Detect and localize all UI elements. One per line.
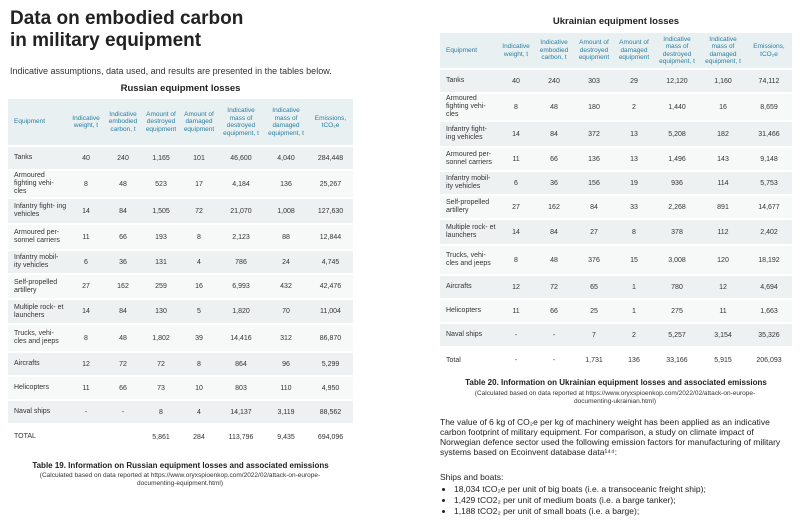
- table-row: [440, 219, 792, 245]
- table-cell: -: [498, 347, 534, 373]
- table-cell: Aircrafts: [440, 275, 498, 299]
- table-cell: 182: [700, 121, 746, 147]
- table-cell: 303: [574, 69, 614, 93]
- table-cell: 2,123: [218, 224, 264, 250]
- table-cell: 8: [498, 245, 534, 275]
- table-cell: Armoured fighting vehi- cles: [440, 93, 498, 121]
- table-cell: 18,192: [746, 245, 792, 275]
- table-cell: 25: [574, 299, 614, 323]
- column-header: Amount of damaged equipment: [614, 33, 654, 69]
- table-cell: 180: [574, 93, 614, 121]
- table-cell: 12,120: [654, 69, 700, 93]
- table-cell: 16: [180, 274, 218, 299]
- table-cell: 136: [574, 147, 614, 171]
- table-cell: 65: [574, 275, 614, 299]
- table-row: [440, 171, 792, 195]
- table-cell: 24: [264, 250, 308, 274]
- table-cell: 13: [614, 121, 654, 147]
- table-cell: 19: [614, 171, 654, 195]
- table-cell: 120: [700, 245, 746, 275]
- table-cell: 84: [574, 195, 614, 219]
- table-cell: 8: [180, 224, 218, 250]
- table-cell: 156: [574, 171, 614, 195]
- column-header: Emissions, tCO₂e: [746, 33, 792, 69]
- table-cell: 8: [180, 352, 218, 376]
- table-cell: 11,004: [308, 299, 353, 324]
- table-cell: 9,148: [746, 147, 792, 171]
- table-cell: [104, 424, 142, 449]
- column-header: Indicative embodied carbon, t: [534, 33, 574, 69]
- table-cell: 29: [614, 69, 654, 93]
- table-cell: 803: [218, 376, 264, 400]
- table-cell: 1: [614, 299, 654, 323]
- table-cell: Naval ships: [8, 400, 68, 424]
- table-cell: 12,844: [308, 224, 353, 250]
- table-cell: 240: [104, 146, 142, 170]
- table-row: [8, 250, 353, 274]
- table-row: [440, 147, 792, 171]
- column-header: Indicative weight, t: [68, 99, 104, 146]
- table-cell: 48: [534, 245, 574, 275]
- table-cell: Tanks: [8, 146, 68, 170]
- table-cell: 312: [264, 324, 308, 352]
- table-cell: Armoured fighting vehi- cles: [8, 170, 68, 198]
- table-cell: 27: [68, 274, 104, 299]
- table-row: [440, 323, 792, 347]
- table-row: [8, 424, 353, 449]
- table-cell: [68, 424, 104, 449]
- table-cell: TOTAL: [8, 424, 68, 449]
- table-cell: 891: [700, 195, 746, 219]
- table-cell: 13: [614, 147, 654, 171]
- table-cell: 11: [68, 376, 104, 400]
- table-cell: 4,184: [218, 170, 264, 198]
- table-row: [440, 347, 792, 373]
- table-cell: 4: [180, 250, 218, 274]
- column-header: Indicative mass of damaged equipment, t: [264, 99, 308, 146]
- table-row: [8, 170, 353, 198]
- table-cell: 259: [142, 274, 180, 299]
- table-cell: 84: [104, 198, 142, 224]
- table-cell: 1,008: [264, 198, 308, 224]
- table-cell: 2,268: [654, 195, 700, 219]
- table-cell: 1,802: [142, 324, 180, 352]
- table-cell: 136: [264, 170, 308, 198]
- intro-text: Indicative assumptions, data used, and results are presented in the tables below.: [10, 66, 332, 76]
- table-cell: 114: [700, 171, 746, 195]
- table-cell: Trucks, vehi- cles and jeeps: [440, 245, 498, 275]
- table-cell: 376: [574, 245, 614, 275]
- table-cell: Self-propelled artillery: [440, 195, 498, 219]
- table-cell: Infantry mobil- ity vehicles: [440, 171, 498, 195]
- table-cell: Multiple rock- et launchers: [8, 299, 68, 324]
- table-cell: 284: [180, 424, 218, 449]
- table-cell: 5,861: [142, 424, 180, 449]
- column-header: Emissions, tCO₂e: [308, 99, 353, 146]
- table-cell: -: [498, 323, 534, 347]
- table-cell: 12: [68, 352, 104, 376]
- russian-losses-table: [8, 99, 353, 449]
- table-cell: Infantry mobil- ity vehicles: [8, 250, 68, 274]
- table-row: [440, 93, 792, 121]
- table-cell: 31,466: [746, 121, 792, 147]
- table-cell: 88,562: [308, 400, 353, 424]
- table-cell: 5,915: [700, 347, 746, 373]
- table-cell: Infantry fight- ing vehicles: [8, 198, 68, 224]
- table-row: [8, 198, 353, 224]
- table-cell: 8,659: [746, 93, 792, 121]
- table-cell: Infantry fight- ing vehicles: [440, 121, 498, 147]
- table-cell: 1,820: [218, 299, 264, 324]
- table-cell: 275: [654, 299, 700, 323]
- table-cell: 193: [142, 224, 180, 250]
- table-cell: 1,440: [654, 93, 700, 121]
- table-cell: 162: [534, 195, 574, 219]
- table-row: [440, 121, 792, 147]
- table-cell: 74,112: [746, 69, 792, 93]
- table-cell: 4,694: [746, 275, 792, 299]
- table-cell: 1,663: [746, 299, 792, 323]
- table-cell: 40: [68, 146, 104, 170]
- table-cell: 136: [614, 347, 654, 373]
- table-cell: 694,096: [308, 424, 353, 449]
- table-cell: 33,166: [654, 347, 700, 373]
- russian-table-source: (Calculated based on data reported at https://www.oryxspioenkop.com/2022/02/attack-on-europe- documenting-equipment.html): [39, 472, 321, 487]
- ukrainian-table-source: (Calculated based on data reported at https://www.oryxspioenkop.com/2022/02/attack-on-europe- documenting-ukrainian.html): [474, 390, 756, 405]
- table-cell: 14: [68, 299, 104, 324]
- table-cell: 2: [614, 323, 654, 347]
- table-cell: 36: [104, 250, 142, 274]
- table-cell: 4,950: [308, 376, 353, 400]
- table-cell: 14,137: [218, 400, 264, 424]
- table-cell: Armoured per- sonnel carriers: [440, 147, 498, 171]
- table-cell: 14: [498, 219, 534, 245]
- table-cell: 88: [264, 224, 308, 250]
- table-cell: 127,630: [308, 198, 353, 224]
- table-cell: Naval ships: [440, 323, 498, 347]
- table-cell: 6,993: [218, 274, 264, 299]
- table-cell: 14,416: [218, 324, 264, 352]
- document-title: [10, 8, 243, 52]
- table-cell: 2: [614, 93, 654, 121]
- table-cell: 11: [68, 224, 104, 250]
- table-cell: 5,208: [654, 121, 700, 147]
- table-cell: 14: [68, 198, 104, 224]
- table-cell: 11: [498, 147, 534, 171]
- column-header: Indicative mass of damaged equipment, t: [700, 33, 746, 69]
- table-cell: 70: [264, 299, 308, 324]
- table-cell: 36: [534, 171, 574, 195]
- table-row: [8, 400, 353, 424]
- table-row: [8, 274, 353, 299]
- ships-list: [440, 484, 706, 517]
- table-cell: 378: [654, 219, 700, 245]
- table-cell: 66: [534, 147, 574, 171]
- table-row: [8, 299, 353, 324]
- table-cell: 780: [654, 275, 700, 299]
- russian-table-title: Russian equipment losses: [120, 83, 241, 94]
- table-cell: 4,040: [264, 146, 308, 170]
- table-cell: Trucks, vehi- cles and jeeps: [8, 324, 68, 352]
- table-cell: 12: [498, 275, 534, 299]
- table-cell: 131: [142, 250, 180, 274]
- table-cell: 84: [534, 121, 574, 147]
- table-cell: Self-propelled artillery: [8, 274, 68, 299]
- table-cell: Aircrafts: [8, 352, 68, 376]
- column-header: Amount of destroyed equipment: [574, 33, 614, 69]
- ukrainian-losses-table: [440, 33, 792, 373]
- column-header: Indicative embodied carbon, t: [104, 99, 142, 146]
- table-cell: 162: [104, 274, 142, 299]
- table-cell: 786: [218, 250, 264, 274]
- table-cell: 5,299: [308, 352, 353, 376]
- table-cell: 11: [498, 299, 534, 323]
- table-cell: 66: [104, 376, 142, 400]
- table-cell: 284,448: [308, 146, 353, 170]
- table-cell: 12: [700, 275, 746, 299]
- table-cell: 66: [104, 224, 142, 250]
- table-cell: 240: [534, 69, 574, 93]
- table-cell: 5: [180, 299, 218, 324]
- column-header: Indicative mass of destroyed equipment, t: [654, 33, 700, 69]
- table-cell: 48: [104, 170, 142, 198]
- table-cell: 4,745: [308, 250, 353, 274]
- table-cell: 7: [574, 323, 614, 347]
- table-cell: 113,796: [218, 424, 264, 449]
- table-cell: 84: [534, 219, 574, 245]
- table-cell: 5,257: [654, 323, 700, 347]
- table-cell: Helicopters: [440, 299, 498, 323]
- table-cell: 66: [534, 299, 574, 323]
- table-cell: 1,160: [700, 69, 746, 93]
- table-cell: 86,870: [308, 324, 353, 352]
- table-cell: 9,435: [264, 424, 308, 449]
- column-header: Equipment: [440, 33, 498, 69]
- table-cell: 46,600: [218, 146, 264, 170]
- table-cell: 4: [180, 400, 218, 424]
- table-cell: 40: [498, 69, 534, 93]
- table-cell: 936: [654, 171, 700, 195]
- ships-list-item: • 1,429 tCO2₂ per unit of medium boats (i.e. a barge tanker);: [454, 495, 706, 506]
- table-cell: 1,165: [142, 146, 180, 170]
- table-row: [440, 245, 792, 275]
- table-cell: Tanks: [440, 69, 498, 93]
- table-cell: 84: [104, 299, 142, 324]
- table-cell: 35,326: [746, 323, 792, 347]
- table-cell: 72: [104, 352, 142, 376]
- table-cell: 14: [498, 121, 534, 147]
- ships-list-item: • 1,188 tCO2₂ per unit of small boats (i.e. a barge);: [454, 506, 706, 517]
- table-cell: 6: [68, 250, 104, 274]
- table-row: [8, 352, 353, 376]
- table-cell: 3,119: [264, 400, 308, 424]
- ukrainian-table-caption: Table 20. Information on Ukrainian equipment losses and associated emissions: [465, 378, 767, 387]
- table-cell: 27: [574, 219, 614, 245]
- table-cell: 2,402: [746, 219, 792, 245]
- table-cell: -: [534, 323, 574, 347]
- table-row: [440, 299, 792, 323]
- table-row: [440, 195, 792, 219]
- table-cell: 143: [700, 147, 746, 171]
- table-cell: 73: [142, 376, 180, 400]
- table-cell: 14,677: [746, 195, 792, 219]
- table-row: [440, 275, 792, 299]
- table-cell: 10: [180, 376, 218, 400]
- table-cell: 101: [180, 146, 218, 170]
- table-cell: Total: [440, 347, 498, 373]
- table-cell: 15: [614, 245, 654, 275]
- table-cell: 110: [264, 376, 308, 400]
- table-row: [8, 146, 353, 170]
- table-cell: 21,070: [218, 198, 264, 224]
- table-cell: 48: [104, 324, 142, 352]
- table-cell: 3,154: [700, 323, 746, 347]
- table-cell: 6: [498, 171, 534, 195]
- table-cell: Multiple rock- et launchers: [440, 219, 498, 245]
- table-cell: 5,753: [746, 171, 792, 195]
- table-cell: 3,008: [654, 245, 700, 275]
- column-header: Amount of damaged equipment: [180, 99, 218, 146]
- table-cell: 432: [264, 274, 308, 299]
- table-row: [8, 224, 353, 250]
- table-cell: 25,267: [308, 170, 353, 198]
- ships-heading: Ships and boats:: [440, 472, 504, 482]
- table-cell: 1,731: [574, 347, 614, 373]
- table-cell: 8: [142, 400, 180, 424]
- table-cell: -: [104, 400, 142, 424]
- table-cell: 33: [614, 195, 654, 219]
- table-cell: 8: [614, 219, 654, 245]
- ships-list-item: • 18,034 tCO₂e per unit of big boats (i.e. a transoceanic freight ship);: [454, 484, 706, 495]
- title-line-2: in military equipment: [10, 30, 202, 51]
- table-cell: 112: [700, 219, 746, 245]
- table-cell: 1,505: [142, 198, 180, 224]
- table-cell: 864: [218, 352, 264, 376]
- table-cell: Helicopters: [8, 376, 68, 400]
- russian-table-caption: Table 19. Information on Russian equipment losses and associated emissions: [32, 461, 329, 470]
- table-cell: 523: [142, 170, 180, 198]
- table-cell: 17: [180, 170, 218, 198]
- table-cell: 11: [700, 299, 746, 323]
- table-cell: 130: [142, 299, 180, 324]
- title-line-1: Data on embodied carbon: [10, 8, 244, 29]
- table-cell: 16: [700, 93, 746, 121]
- table-cell: -: [534, 347, 574, 373]
- table-cell: 8: [498, 93, 534, 121]
- table-cell: 372: [574, 121, 614, 147]
- table-row: [8, 324, 353, 352]
- ukrainian-table-title: Ukrainian equipment losses: [552, 16, 680, 27]
- table-cell: Armoured per- sonnel carriers: [8, 224, 68, 250]
- column-header: Amount of destroyed equipment: [142, 99, 180, 146]
- table-row: [440, 69, 792, 93]
- column-header: Indicative weight, t: [498, 33, 534, 69]
- table-cell: 72: [142, 352, 180, 376]
- table-cell: 206,093: [746, 347, 792, 373]
- table-cell: 48: [534, 93, 574, 121]
- column-header: Indicative mass of destroyed equipment, t: [218, 99, 264, 146]
- table-cell: 72: [180, 198, 218, 224]
- table-cell: 1,496: [654, 147, 700, 171]
- body-paragraph: The value of 6 kg of CO₂e per kg of machinery weight has been applied as an indicative carbon footprint of military equipment. For comparison, a study on climate impact of Norwegian defence sector used the following emission factors for manufacturing of military systems based on Ecoinvent database data¹⁴⁴:: [440, 417, 781, 457]
- table-cell: 72: [534, 275, 574, 299]
- table-cell: 27: [498, 195, 534, 219]
- table-cell: 96: [264, 352, 308, 376]
- table-cell: -: [68, 400, 104, 424]
- column-header: Equipment: [8, 99, 68, 146]
- table-cell: 42,476: [308, 274, 353, 299]
- table-cell: 1: [614, 275, 654, 299]
- table-cell: 39: [180, 324, 218, 352]
- table-cell: 8: [68, 324, 104, 352]
- table-cell: 8: [68, 170, 104, 198]
- table-row: [8, 376, 353, 400]
